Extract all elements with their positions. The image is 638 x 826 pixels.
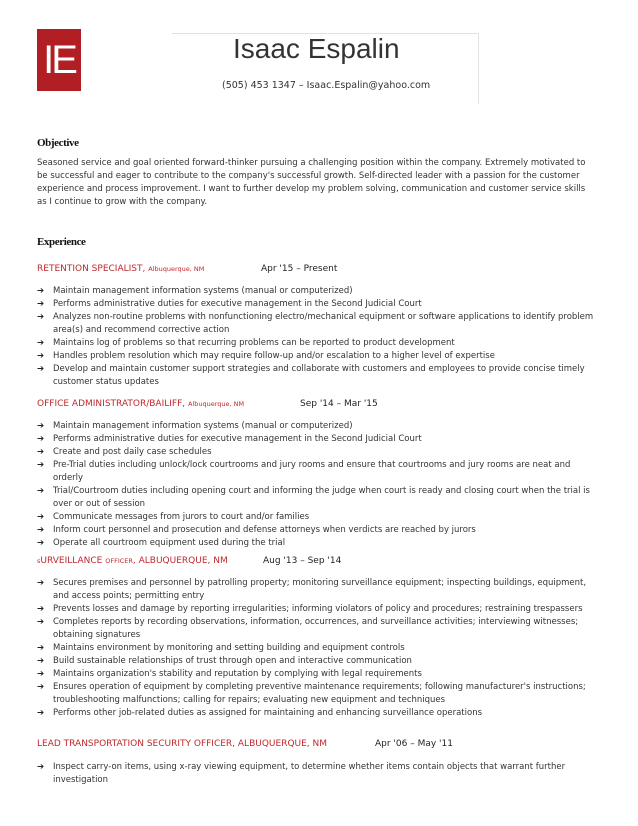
arrow-right-icon: ➔ bbox=[37, 512, 45, 522]
arrow-right-icon: ➔ bbox=[37, 286, 45, 296]
job-duties-list bbox=[37, 577, 602, 720]
job-dates: Apr '06 – May '11 bbox=[375, 739, 453, 749]
list-item: ➔ Handles problem resolution which may require follow-up and/or escalation to a higher level of expertise bbox=[37, 351, 495, 361]
arrow-right-icon: ➔ bbox=[37, 421, 45, 431]
list-item: ➔ Pre-Trial duties including unlock/lock courtrooms and jury rooms and ensure that courtrooms and jury rooms are neat and orderly bbox=[37, 460, 571, 483]
list-item: ➔ Maintains organization's stability and reputation by complying with legal requirements bbox=[37, 669, 422, 679]
job-heading bbox=[37, 264, 338, 274]
objective-text: Seasoned service and goal oriented forward-thinker pursuing a challenging position within the company. Extremely motivated to be successful and eager to contribute to the company's successful growth. Self-directed leader with a passion for the customer experience and process improvement. I want to further develop my problem solving, communication and customer service skills as I continue to grow with the company. bbox=[37, 158, 586, 207]
arrow-right-icon: ➔ bbox=[37, 525, 45, 535]
job-heading bbox=[37, 556, 342, 566]
job-title-small: OFFICER bbox=[105, 557, 133, 565]
applicant-name: Isaac Espalin bbox=[233, 33, 400, 64]
arrow-right-icon: ➔ bbox=[37, 617, 45, 627]
list-item: ➔ Inform court personnel and prosecution and defense attorneys when verdicts are reached by jurors bbox=[37, 525, 476, 535]
job-heading bbox=[37, 739, 453, 749]
list-item: ➔ Build sustainable relationships of trust through open and interactive communication bbox=[37, 656, 412, 666]
list-item: ➔ Maintains log of problems so that recurring problems can be reported to product development bbox=[37, 338, 455, 348]
arrow-right-icon: ➔ bbox=[37, 682, 45, 692]
arrow-right-icon: ➔ bbox=[37, 538, 45, 548]
experience-heading: Experience bbox=[37, 236, 86, 248]
arrow-right-icon: ➔ bbox=[37, 604, 45, 614]
arrow-right-icon: ➔ bbox=[37, 351, 45, 361]
arrow-right-icon: ➔ bbox=[37, 578, 45, 588]
arrow-right-icon: ➔ bbox=[37, 312, 45, 322]
arrow-right-icon: ➔ bbox=[37, 762, 45, 772]
job-heading bbox=[37, 399, 378, 409]
job-duties-list bbox=[37, 285, 602, 389]
job-duties-list bbox=[37, 420, 602, 550]
list-item: ➔ Maintains environment by monitoring and setting building and equipment controls bbox=[37, 643, 405, 653]
job-dates: Aug '13 – Sep '14 bbox=[263, 556, 342, 566]
arrow-right-icon: ➔ bbox=[37, 486, 45, 496]
job-location: Albuquerque, NM bbox=[148, 265, 205, 273]
arrow-right-icon: ➔ bbox=[37, 338, 45, 348]
list-item: ➔ Secures premises and personnel by patrolling property; monitoring surveillance equipment; inspecting buildings, equipment, and access points; permitting entry bbox=[37, 578, 587, 601]
job-title: OFFICE ADMINISTRATOR/BAILIFF, bbox=[37, 399, 186, 409]
arrow-right-icon: ➔ bbox=[37, 460, 45, 470]
arrow-right-icon: ➔ bbox=[37, 643, 45, 653]
job-dates: Apr '15 – Present bbox=[261, 264, 338, 274]
list-item: ➔ Maintain management information systems (manual or computerized) bbox=[37, 421, 353, 431]
objective-heading: Objective bbox=[37, 137, 79, 149]
job-title-lead: s bbox=[37, 557, 41, 565]
list-item: ➔ Communicate messages from jurors to court and/or families bbox=[37, 512, 310, 522]
arrow-right-icon: ➔ bbox=[37, 299, 45, 309]
job-title: RETENTION SPECIALIST, bbox=[37, 264, 146, 274]
arrow-right-icon: ➔ bbox=[37, 669, 45, 679]
contact-info: (505) 453 1347 – Isaac.Espalin@yahoo.com bbox=[222, 80, 431, 91]
job-duties-list bbox=[37, 761, 602, 787]
arrow-right-icon: ➔ bbox=[37, 364, 45, 374]
list-item: ➔ Trial/Courtroom duties including opening court and informing the judge when court is ready and closing court when the trial is over or out of session bbox=[37, 486, 590, 509]
job-location: , ALBUQUERQUE, NM bbox=[132, 556, 228, 566]
list-item: ➔ Completes reports by recording observations, information, occurrences, and surveillance activities; interviewing witnesses; obtaining signatures bbox=[37, 617, 579, 640]
list-item: ➔ Develop and maintain customer support strategies and collaborate with customers and employees to provide concise timely customer status updates bbox=[37, 364, 585, 387]
initials-logo: IE bbox=[37, 29, 81, 91]
arrow-right-icon: ➔ bbox=[37, 447, 45, 457]
job-location: Albuquerque, NM bbox=[187, 400, 245, 408]
list-item: ➔ Performs administrative duties for executive management in the Second Judicial Court bbox=[37, 299, 422, 309]
list-item: ➔ Create and post daily case schedules bbox=[37, 447, 212, 457]
list-item: ➔ Prevents losses and damage by reporting irregularities; informing violators of policy and procedures; restraining trespassers bbox=[37, 604, 583, 614]
job-dates: Sep '14 – Mar '15 bbox=[300, 399, 378, 409]
arrow-right-icon: ➔ bbox=[37, 434, 45, 444]
arrow-right-icon: ➔ bbox=[37, 708, 45, 718]
arrow-right-icon: ➔ bbox=[37, 656, 45, 666]
list-item: ➔ Maintain management information systems (manual or computerized) bbox=[37, 286, 353, 296]
list-item: ➔ Performs administrative duties for executive management in the Second Judicial Court bbox=[37, 434, 422, 444]
list-item: ➔ Operate all courtroom equipment used during the trial bbox=[37, 538, 286, 548]
list-item: ➔ Ensures operation of equipment by completing preventive maintenance requirements; following manufacturer's instructions; troubleshooting malfunctions; calling for repairs; evaluating new equipment and techniques bbox=[37, 682, 586, 705]
list-item: ➔ Inspect carry-on items, using x-ray viewing equipment, to determine whether items contain objects that warrant further investigation bbox=[37, 762, 566, 785]
list-item: ➔ Analyzes non-routine problems with nonfunctioning electro/mechanical equipment or software applications to identify problem area(s) and recommend corrective action bbox=[37, 312, 594, 335]
job-title: URVEILLANCE bbox=[40, 556, 103, 566]
list-item: ➔ Performs other job-related duties as assigned for maintaining and enhancing surveillance operations bbox=[37, 708, 483, 718]
job-title: LEAD TRANSPORTATION SECURITY OFFICER, ALBUQUERQUE, NM bbox=[37, 739, 328, 749]
